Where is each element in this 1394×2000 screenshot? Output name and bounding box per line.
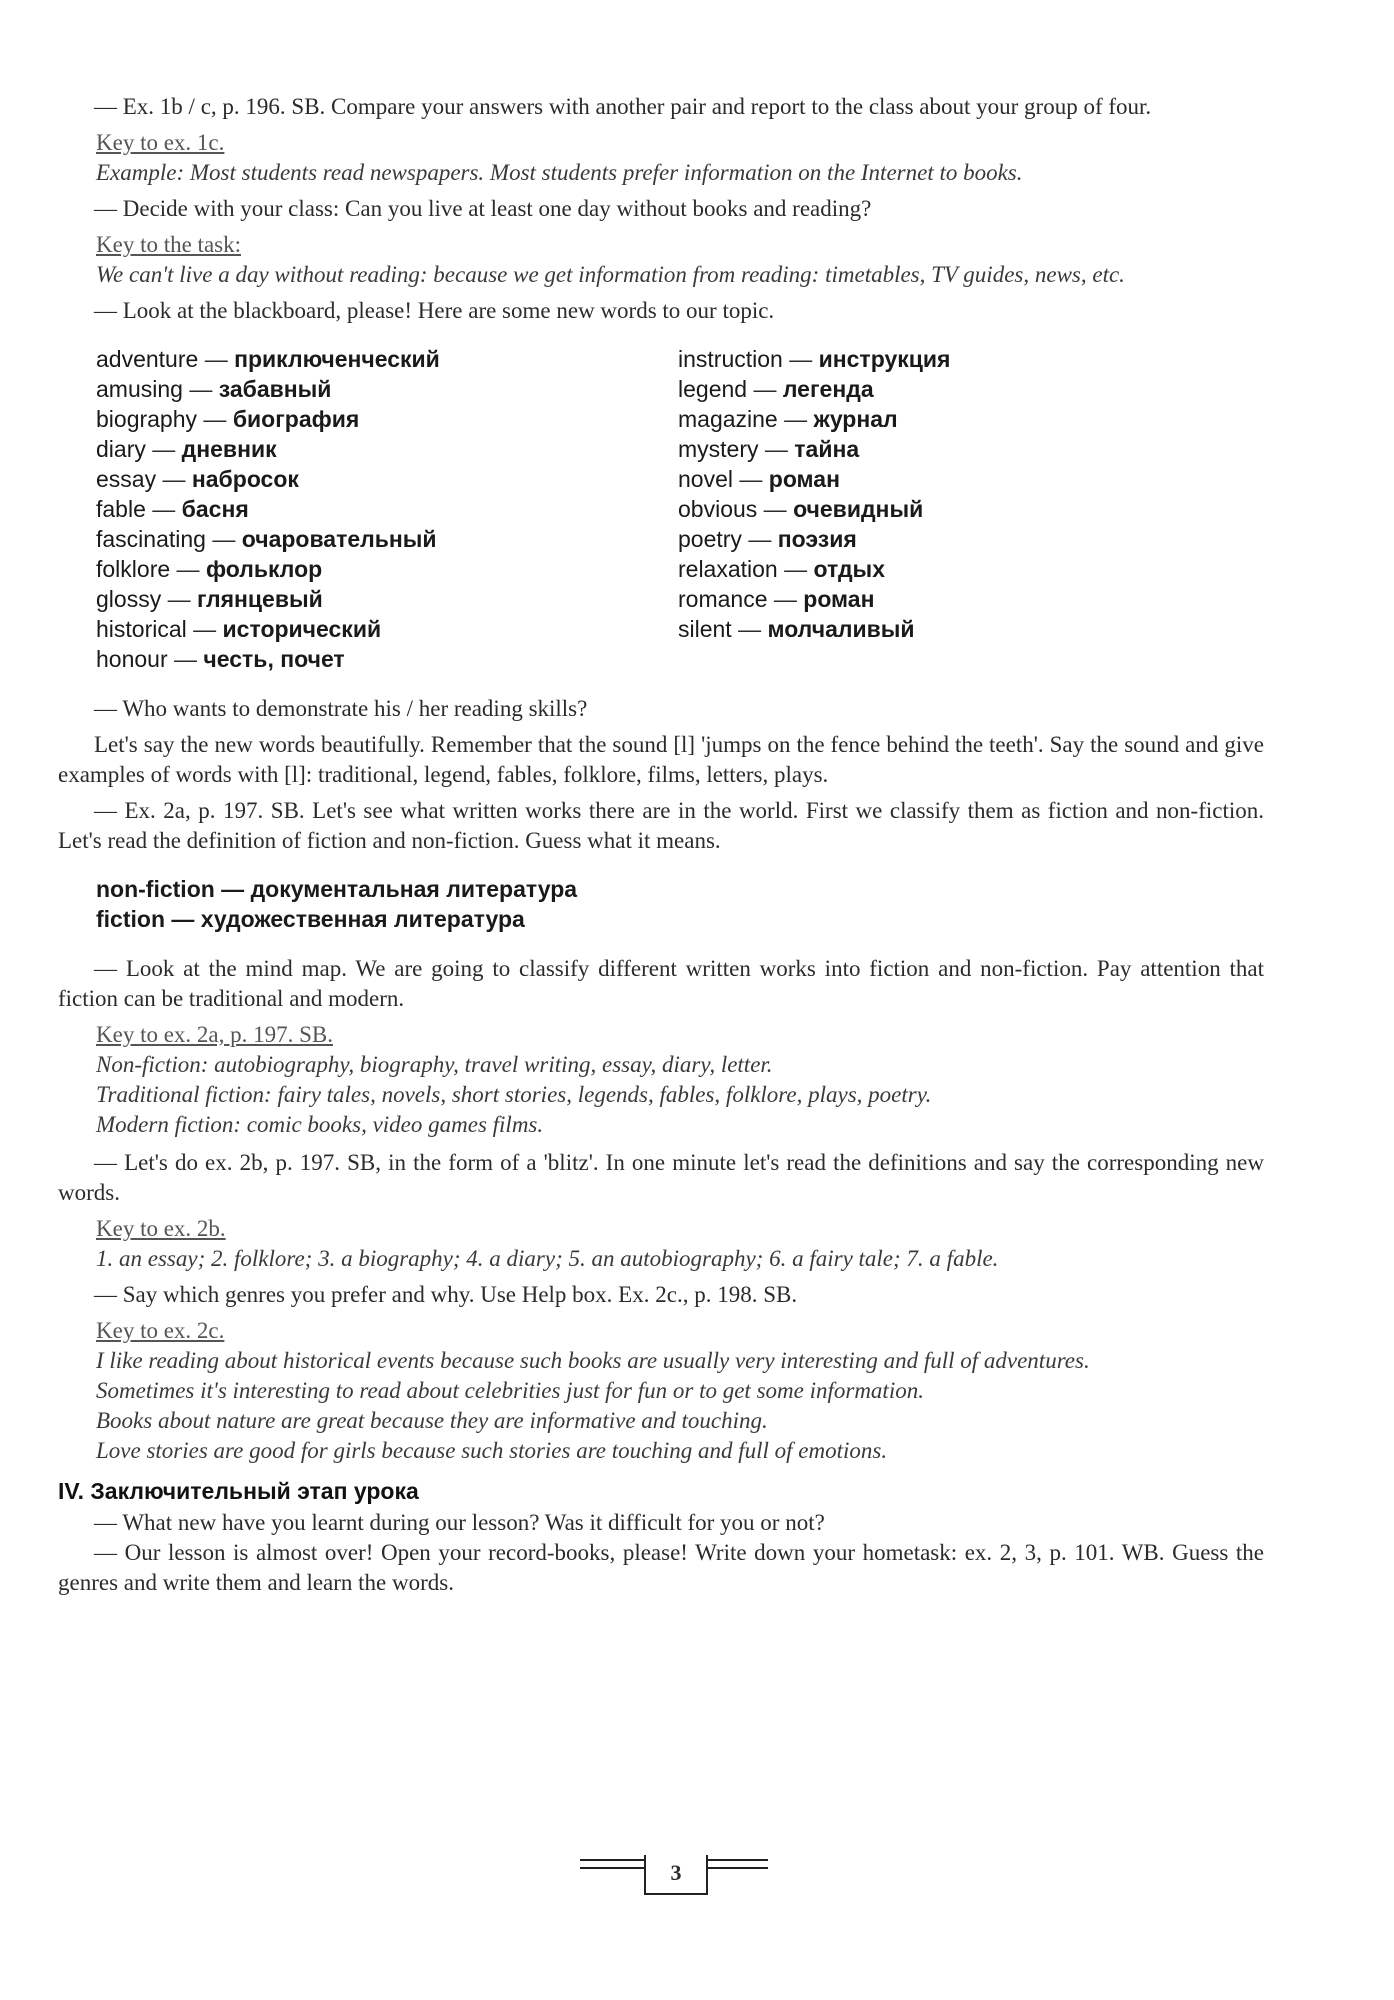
vocab-item: biography — биография	[96, 406, 360, 432]
paragraph: — Who wants to demonstrate his / her reading skills?	[94, 696, 588, 721]
page-number-ornament	[580, 1855, 768, 1895]
paragraph: — Let's do ex. 2b, p. 197. SB, in the form of a 'blitz'. In one minute let's read the definitions and say the corresponding new words.	[58, 1150, 1264, 1205]
vocab-item: fascinating — очаровательный	[96, 526, 437, 552]
vocab-item: historical — исторический	[96, 616, 382, 642]
answer-line: Books about nature are great because they are informative and touching.	[96, 1408, 768, 1433]
paragraph: — Our lesson is almost over! Open your record-books, please! Write down your hometask: ex. 2, 3, p. 101. WB. Guess the genres and write them and learn the words.	[58, 1540, 1264, 1595]
vocab-item: relaxation — отдых	[678, 556, 885, 582]
paragraph: — What new have you learnt during our lesson? Was it difficult for you or not?	[94, 1510, 825, 1535]
vocab-item: legend — легенда	[678, 376, 874, 402]
vocab-item: poetry — поэзия	[678, 526, 857, 552]
document-page	[58, 92, 1264, 1604]
answer-text: We can't live a day without reading: because we get information from reading: timetables, TV guides, news, etc.	[96, 262, 1125, 287]
key-heading: Key to ex. 2b.	[96, 1216, 226, 1241]
vocab-item: silent — молчаливый	[678, 616, 915, 642]
answer-line: Sometimes it's interesting to read about celebrities just for fun or to get some information.	[96, 1378, 924, 1403]
vocabulary-column-left	[96, 344, 678, 674]
terms-list	[96, 874, 1264, 934]
vocab-item: fable — басня	[96, 496, 249, 522]
answer-text: I like reading about historical events because such books are usually very interesting and full of adventures.	[96, 1348, 1090, 1373]
vocab-item: folklore — фольклор	[96, 556, 323, 582]
vocabulary-list	[96, 344, 1264, 674]
vocab-item: instruction — инструкция	[678, 346, 951, 372]
key-heading: Key to the task:	[96, 232, 241, 257]
vocab-item: diary — дневник	[96, 436, 277, 462]
answer-line: Love stories are good for girls because such stories are touching and full of emotions.	[96, 1438, 888, 1463]
vocab-item: mystery — тайна	[678, 436, 860, 462]
section-heading: IV. Заключительный этап урока	[58, 1478, 419, 1504]
term-item: non-fiction — документальная литература	[96, 876, 578, 902]
vocab-item: novel — роман	[678, 466, 840, 492]
paragraph: — Look at the mind map. We are going to classify different written works into fiction and non-fiction. Pay attention that fiction can be traditional and modern.	[58, 956, 1264, 1011]
paragraph: — Decide with your class: Can you live at least one day without books and reading?	[94, 196, 872, 221]
answer-line: Modern fiction: comic books, video games films.	[96, 1112, 544, 1137]
vocab-item: honour — честь, почет	[96, 646, 345, 672]
vocab-item: obvious — очевидный	[678, 496, 924, 522]
answer-line: Traditional fiction: fairy tales, novels, short stories, legends, fables, folklore, plays, poetry.	[96, 1082, 932, 1107]
answer-line: Non-fiction: autobiography, biography, travel writing, essay, diary, letter.	[96, 1052, 773, 1077]
vocab-item: romance — роман	[678, 586, 875, 612]
key-heading: Key to ex. 2a, p. 197. SB.	[96, 1022, 334, 1047]
vocab-item: magazine — журнал	[678, 406, 898, 432]
answer-text: 1. an essay; 2. folklore; 3. a biography; 4. a diary; 5. an autobiography; 6. a fairy tale; 7. a fable.	[96, 1246, 999, 1271]
paragraph: — Ex. 2a, p. 197. SB. Let's see what written works there are in the world. First we classify them as fiction and non-fiction. Let's read the definition of fiction and non-fiction. Guess what it means.	[58, 798, 1264, 853]
paragraph: — Ex. 1b / c, p. 196. SB. Compare your answers with another pair and report to the class about your group of four.	[94, 94, 1152, 119]
vocab-item: amusing — забавный	[96, 376, 332, 402]
paragraph: Let's say the new words beautifully. Remember that the sound [l] 'jumps on the fence behind the teeth'. Say the sound and give examples of words with [l]: traditional, legend, fables, folklore, films, letters, plays.	[58, 732, 1264, 787]
answer-text: Example: Most students read newspapers. Most students prefer information on the Internet to books.	[96, 160, 1023, 185]
vocab-item: adventure — приключенческий	[96, 346, 440, 372]
paragraph: — Look at the blackboard, please! Here are some new words to our topic.	[94, 298, 775, 323]
vocab-item: glossy — глянцевый	[96, 586, 323, 612]
vocabulary-column-right	[678, 344, 1260, 674]
term-item: fiction — художественная литература	[96, 906, 525, 932]
page-number: 3	[644, 1855, 708, 1895]
key-heading: Key to ex. 1c.	[96, 130, 225, 155]
key-heading: Key to ex. 2c.	[96, 1318, 225, 1343]
paragraph: — Say which genres you prefer and why. Use Help box. Ex. 2c., p. 198. SB.	[94, 1282, 798, 1307]
vocab-item: essay — набросок	[96, 466, 299, 492]
